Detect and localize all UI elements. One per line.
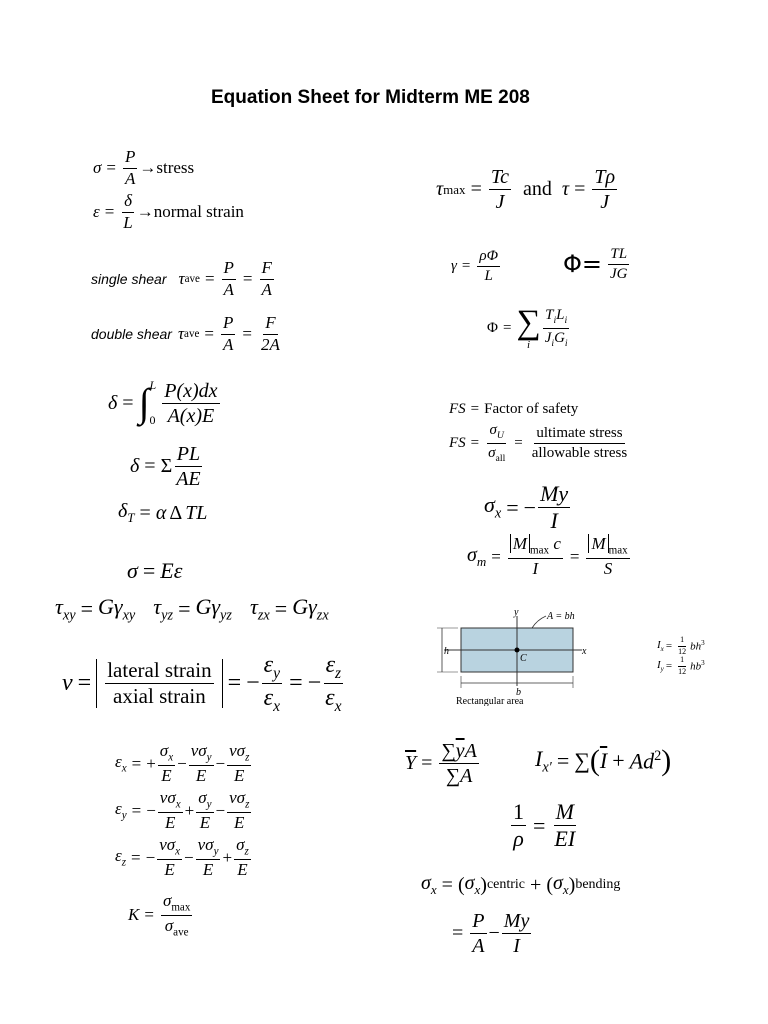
stress-concentration-equation: K = $\frac{\sigma_{max}}{\sigma_{ave}}$ xyxy=(128,891,191,938)
centroid-dot xyxy=(515,648,520,653)
centroid-equation: $\overline{Y}$ = $\frac{\sum\overline{y}A}{\sum A}$ xyxy=(405,740,477,787)
centric-label: centric xyxy=(486,877,526,892)
area-label: A = bh xyxy=(547,611,575,622)
hookes-law-equation: σ = Eε xyxy=(127,558,183,583)
single-shear-label: single shear xyxy=(91,271,167,288)
poisson-ratio-equation: ν = $\frac{\text{lateral strain}}{\text{axial strain}}$ = − $\frac{\varepsilon_y}{\varepsilon_x}$ = − $\frac{\varepsilon_z}{\varepsilon_x}$ xyxy=(62,652,342,715)
axial-strain-label: axial strain xyxy=(113,683,206,708)
bending-label: bending xyxy=(575,877,621,892)
centroid-label: C xyxy=(520,653,527,664)
factor-of-safety-equation: FS = $\frac{\sigma_U}{\sigma_{all}}$ = $\frac{\text{ultimate stress}}{\text{allowable stress}}$ xyxy=(449,422,628,464)
moment-of-inertia-x: $I_x$ = $\frac{1}{12}$ $bh^3$ xyxy=(657,635,705,656)
stress-label: stress xyxy=(156,158,195,178)
x-axis-label: x xyxy=(582,646,587,657)
generalized-hookes-y: $\varepsilon_y$ = − $\frac{\nu\sigma_x}{E}$ + $\frac{\sigma_y}{E}$ − $\frac{\nu\sigma_z}{E}$ xyxy=(115,788,250,832)
thermal-deformation-equation: $\delta_T$ = α Δ TL xyxy=(118,500,208,525)
parallel-axis-equation: $I_{x'}$ = ∑ ( $\overline{I}$ + Ad$^2$ ) xyxy=(535,744,672,777)
stress-equation: σ = $\frac{P}{A}$ → stress xyxy=(93,147,195,188)
area-leader-line xyxy=(532,616,546,628)
double-shear-label: double shear xyxy=(91,326,172,343)
lateral-strain-label: lateral strain xyxy=(105,659,213,684)
allowable-stress-label: allowable stress xyxy=(531,444,628,461)
rectangular-area-figure xyxy=(434,606,594,706)
combined-stress-equation: $\sigma_x$ = ( $\sigma_x$ ) centric + ( $\sigma_x$ ) bending xyxy=(421,872,621,897)
angle-of-twist-equation: Φ= $\frac{TL}{JG}$ xyxy=(563,246,628,282)
generalized-hookes-z: $\varepsilon_z$ = − $\frac{\nu\sigma_x}{E}$ − $\frac{\nu\sigma_y}{E}$ + $\frac{\sigma_z}{E}$ xyxy=(115,835,249,879)
fs-label: Factor of safety xyxy=(484,401,579,417)
normal-strain-label: normal strain xyxy=(153,202,244,222)
generalized-hookes-x: $\varepsilon_x$ = + $\frac{\sigma_x}{E}$ − $\frac{\nu\sigma_y}{E}$ − $\frac{\nu\sigma_z}{E}$ xyxy=(115,741,250,785)
shear-strain-torsion-equation: γ = $\frac{\rho\Phi}{L}$ xyxy=(451,248,499,284)
page-title: Equation Sheet for Midterm ME 208 xyxy=(211,87,530,108)
single-shear-equation: single shear τ ave = $\frac{P}{A}$ = $\frac{F}{A}$ xyxy=(91,258,272,299)
width-label: b xyxy=(516,687,521,698)
flexure-equation: $\sigma_x$ = − $\frac{My}{I}$ xyxy=(484,481,569,534)
y-axis-label: y xyxy=(514,607,519,618)
figure-caption: Rectangular area xyxy=(456,696,524,706)
combined-stress-expanded: = $\frac{P}{A}$ − $\frac{My}{I}$ xyxy=(452,910,530,957)
angle-of-twist-sum-equation: Φ = ∑ i $\frac{T_iL_i}{J_iG_i}$ xyxy=(487,304,568,351)
shear-hookes-law-equations: $\tau_{xy}$ = $G\gamma_{xy}$ $\tau_{yz}$ = $G\gamma_{yz}$ $\tau_{zx}$ = $G\gamma_{zx}$ xyxy=(55,594,329,624)
normal-strain-equation: ε = $\frac{\delta}{L}$ → normal strain xyxy=(93,191,244,232)
ultimate-stress-label: ultimate stress xyxy=(534,425,624,444)
factor-of-safety-definition: FS = Factor of safety xyxy=(449,401,579,417)
moment-of-inertia-y: $I_y$ = $\frac{1}{12}$ $hb^3$ xyxy=(657,655,705,676)
deformation-integral-equation: δ = ∫ L 0 $\frac{P(x)dx}{A(x)E}$ xyxy=(108,378,218,427)
and-label: and xyxy=(523,178,552,200)
torsion-shear-equation: τ max = $\frac{Tc}{J}$ and τ = $\frac{T\rho}{J}$ xyxy=(436,166,616,213)
height-label: h xyxy=(444,646,449,657)
double-shear-equation: double shear τ ave = $\frac{P}{A}$ = $\frac{F}{2A}$ xyxy=(91,313,280,354)
max-bending-stress-equation: $\sigma_m$ = $\frac{M _{max} c}{I}$ = $\frac{M _{max}}{S}$ xyxy=(467,534,628,578)
deformation-sum-equation: δ = Σ $\frac{PL}{AE}$ xyxy=(130,443,201,490)
curvature-equation: $\frac{1}{\rho}$ = $\frac{M}{EI}$ xyxy=(513,799,576,852)
